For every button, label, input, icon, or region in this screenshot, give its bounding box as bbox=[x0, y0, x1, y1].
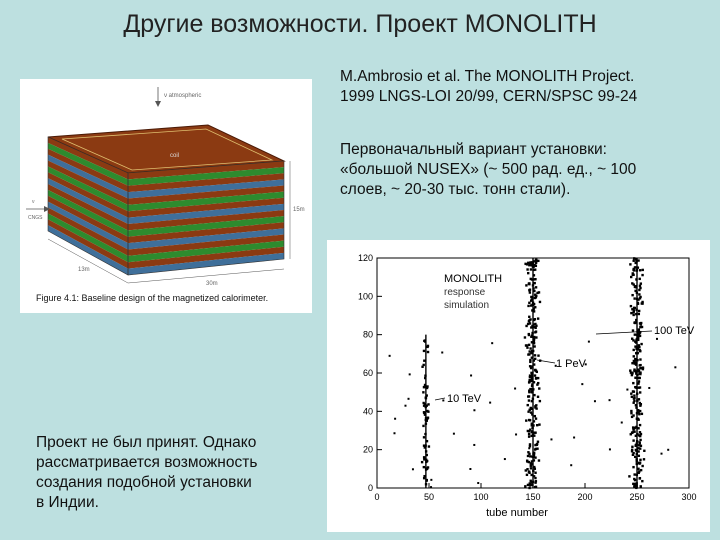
detector-svg bbox=[20, 79, 312, 313]
data-point bbox=[631, 374, 633, 376]
data-point bbox=[534, 327, 536, 329]
data-point bbox=[634, 358, 636, 360]
data-point bbox=[530, 278, 532, 280]
data-point bbox=[528, 350, 530, 352]
data-point bbox=[632, 439, 634, 441]
data-point bbox=[528, 419, 530, 421]
data-point bbox=[633, 355, 635, 357]
data-point bbox=[528, 379, 530, 381]
data-point bbox=[528, 487, 530, 489]
data-point bbox=[535, 330, 537, 332]
data-point bbox=[534, 415, 536, 417]
data-point bbox=[674, 366, 676, 368]
data-point bbox=[633, 478, 635, 480]
data-point bbox=[638, 293, 640, 295]
data-point bbox=[423, 350, 425, 352]
data-point bbox=[641, 302, 643, 304]
data-point bbox=[442, 399, 444, 401]
data-point bbox=[639, 358, 641, 360]
annotation-response: response bbox=[444, 287, 486, 298]
data-point bbox=[537, 354, 539, 356]
data-point bbox=[422, 364, 424, 366]
data-point bbox=[528, 319, 530, 321]
data-point bbox=[642, 366, 644, 368]
label-100tev: 100 TeV bbox=[654, 325, 695, 337]
data-point bbox=[441, 351, 443, 353]
data-point bbox=[573, 437, 575, 439]
data-point bbox=[631, 446, 633, 448]
data-point bbox=[526, 460, 528, 462]
data-point bbox=[632, 402, 634, 404]
y-tick-label: 60 bbox=[362, 368, 373, 378]
data-point bbox=[630, 305, 632, 307]
data-point bbox=[633, 473, 635, 475]
data-point bbox=[534, 456, 536, 458]
data-point bbox=[638, 470, 640, 472]
reference-text bbox=[340, 67, 710, 107]
figure-caption: Figure 4.1: Baseline design of the magnetized calorimeter. bbox=[36, 293, 269, 303]
note-line: создания подобной установки bbox=[36, 474, 252, 491]
data-point bbox=[535, 417, 537, 419]
data-point bbox=[609, 448, 611, 450]
data-point bbox=[539, 400, 541, 402]
data-point bbox=[530, 326, 532, 328]
data-point bbox=[537, 377, 539, 379]
detector-illustration bbox=[20, 79, 312, 313]
y-tick-label: 80 bbox=[362, 329, 373, 340]
data-point bbox=[533, 282, 535, 284]
data-point bbox=[528, 282, 530, 284]
data-point bbox=[526, 263, 528, 265]
data-point bbox=[631, 338, 633, 340]
data-point bbox=[423, 436, 425, 438]
svg-text:coil: coil bbox=[170, 153, 180, 159]
data-point bbox=[412, 468, 414, 470]
data-point bbox=[632, 260, 634, 262]
data-point bbox=[529, 261, 531, 263]
note-line: в Индии. bbox=[36, 494, 99, 511]
data-point bbox=[528, 381, 530, 383]
data-point bbox=[641, 274, 643, 276]
data-point bbox=[535, 486, 537, 488]
data-point bbox=[525, 419, 527, 421]
data-point bbox=[638, 380, 640, 382]
data-point bbox=[530, 296, 532, 298]
data-point bbox=[427, 466, 429, 468]
data-point bbox=[633, 307, 635, 309]
data-point bbox=[638, 386, 640, 388]
data-point bbox=[534, 405, 536, 407]
data-point bbox=[638, 462, 640, 464]
data-point bbox=[526, 268, 528, 270]
side-layers bbox=[128, 161, 284, 275]
data-point bbox=[633, 257, 635, 259]
data-point bbox=[409, 373, 411, 375]
data-point bbox=[534, 472, 536, 474]
data-point bbox=[639, 410, 641, 412]
data-point bbox=[633, 427, 635, 429]
data-point bbox=[581, 383, 583, 385]
svg-text:CNGS: CNGS bbox=[28, 215, 43, 221]
svg-text:30m: 30m bbox=[206, 281, 218, 287]
data-point bbox=[477, 482, 479, 484]
data-point bbox=[389, 355, 391, 357]
data-point bbox=[639, 403, 641, 405]
data-point bbox=[527, 410, 529, 412]
data-point bbox=[528, 289, 530, 291]
data-point bbox=[642, 269, 644, 271]
data-point bbox=[404, 405, 406, 407]
data-point bbox=[639, 372, 641, 374]
data-point bbox=[537, 317, 539, 319]
data-point bbox=[528, 447, 530, 449]
data-point bbox=[423, 404, 425, 406]
data-point bbox=[527, 323, 529, 325]
data-point bbox=[632, 272, 634, 274]
reference-line: 1999 LNGS-LOI 20/99, CERN/SPSC 99-24 bbox=[340, 88, 638, 105]
data-point bbox=[537, 441, 539, 443]
data-point bbox=[473, 444, 475, 446]
data-point bbox=[528, 302, 530, 304]
data-point bbox=[632, 466, 634, 468]
data-point bbox=[536, 447, 538, 449]
data-point bbox=[526, 346, 528, 348]
data-point bbox=[423, 359, 425, 361]
data-point bbox=[630, 410, 632, 412]
description-line: слоев, ~ 20-30 тыс. тонн стали). bbox=[340, 181, 571, 198]
data-point bbox=[491, 342, 493, 344]
data-point bbox=[537, 396, 539, 398]
data-point bbox=[638, 332, 640, 334]
data-point bbox=[634, 456, 636, 458]
data-point bbox=[528, 334, 530, 336]
data-point bbox=[529, 361, 531, 363]
data-point bbox=[536, 424, 538, 426]
svg-text:ν atmospheric: ν atmospheric bbox=[164, 93, 202, 99]
data-point bbox=[633, 394, 635, 396]
data-point bbox=[639, 447, 641, 449]
data-point bbox=[538, 423, 540, 425]
y-tick-label: 120 bbox=[357, 253, 373, 263]
data-point bbox=[639, 424, 641, 426]
data-point bbox=[550, 438, 552, 440]
data-point bbox=[529, 455, 531, 457]
data-point bbox=[633, 397, 635, 399]
description-line: Первоначальный вариант установки: bbox=[340, 141, 607, 158]
data-point bbox=[428, 445, 430, 447]
data-point bbox=[423, 456, 425, 458]
data-point bbox=[639, 297, 641, 299]
data-point bbox=[527, 305, 529, 307]
data-point bbox=[535, 286, 537, 288]
data-point bbox=[631, 449, 633, 451]
data-point bbox=[524, 485, 526, 487]
data-point bbox=[530, 465, 532, 467]
data-point bbox=[469, 468, 471, 470]
data-point bbox=[527, 404, 529, 406]
data-point bbox=[534, 374, 536, 376]
data-point bbox=[639, 459, 641, 461]
data-point bbox=[661, 453, 663, 455]
data-point bbox=[538, 459, 540, 461]
data-point bbox=[538, 387, 540, 389]
data-point bbox=[529, 347, 531, 349]
x-tick-label: 50 bbox=[423, 492, 435, 502]
data-point bbox=[534, 481, 536, 483]
data-point bbox=[609, 399, 611, 401]
data-point bbox=[528, 391, 530, 393]
x-tick-label: 0 bbox=[374, 492, 380, 502]
data-point bbox=[528, 264, 530, 266]
data-point bbox=[628, 475, 630, 477]
data-point bbox=[640, 485, 642, 487]
data-point bbox=[527, 455, 529, 457]
label-1pev: 1 PeV bbox=[556, 358, 586, 370]
data-point bbox=[639, 477, 641, 479]
data-point bbox=[453, 433, 455, 435]
data-point bbox=[525, 344, 527, 346]
data-point bbox=[528, 316, 530, 318]
data-point bbox=[536, 383, 538, 385]
data-point bbox=[534, 306, 536, 308]
y-tick-label: 0 bbox=[367, 483, 373, 493]
data-point bbox=[534, 369, 536, 371]
data-point bbox=[633, 349, 635, 351]
data-point bbox=[634, 386, 636, 388]
data-point bbox=[639, 350, 641, 352]
data-point bbox=[533, 431, 535, 433]
data-point bbox=[538, 291, 540, 293]
data-point bbox=[641, 413, 643, 415]
data-point bbox=[525, 284, 527, 286]
data-point bbox=[632, 314, 634, 316]
data-point bbox=[640, 282, 642, 284]
data-point bbox=[527, 451, 529, 453]
data-point bbox=[641, 465, 643, 467]
data-point bbox=[648, 387, 650, 389]
data-point bbox=[641, 480, 643, 482]
data-point bbox=[638, 289, 640, 291]
data-point bbox=[639, 439, 641, 441]
data-point bbox=[639, 435, 641, 437]
data-point bbox=[470, 374, 472, 376]
y-tick-label: 20 bbox=[362, 444, 373, 455]
y-tick-label: 40 bbox=[362, 406, 373, 417]
data-point bbox=[632, 414, 634, 416]
data-point bbox=[633, 283, 635, 285]
data-point bbox=[515, 433, 517, 435]
data-point bbox=[528, 472, 530, 474]
svg-text:13m: 13m bbox=[78, 267, 90, 273]
x-tick-label: 200 bbox=[577, 492, 593, 502]
data-point bbox=[426, 346, 428, 348]
data-point bbox=[638, 310, 640, 312]
data-point bbox=[504, 458, 506, 460]
data-point bbox=[524, 336, 526, 338]
data-point bbox=[638, 444, 640, 446]
data-point bbox=[626, 389, 628, 391]
data-point bbox=[430, 486, 432, 488]
svg-text:15m: 15m bbox=[293, 207, 305, 213]
data-point bbox=[535, 295, 537, 297]
data-point bbox=[640, 445, 642, 447]
data-point bbox=[528, 430, 530, 432]
data-point bbox=[534, 354, 536, 356]
data-point bbox=[422, 402, 424, 404]
data-point bbox=[528, 433, 530, 435]
data-point bbox=[530, 480, 532, 482]
data-point bbox=[529, 374, 531, 376]
svg-text:ν: ν bbox=[32, 199, 35, 205]
data-point bbox=[528, 344, 530, 346]
data-point bbox=[393, 432, 395, 434]
data-point bbox=[530, 467, 532, 469]
data-point bbox=[527, 353, 529, 355]
data-point bbox=[643, 458, 645, 460]
data-point bbox=[530, 484, 532, 486]
data-point bbox=[630, 276, 632, 278]
data-point bbox=[621, 422, 623, 424]
data-point bbox=[667, 449, 669, 451]
data-point bbox=[630, 371, 632, 373]
annotation-title: MONOLITH bbox=[444, 273, 503, 285]
data-point bbox=[629, 263, 631, 265]
data-point bbox=[570, 464, 572, 466]
scatter-plot-svg bbox=[327, 240, 710, 532]
data-point bbox=[638, 328, 640, 330]
data-point bbox=[631, 396, 633, 398]
data-point bbox=[530, 268, 532, 270]
data-point bbox=[640, 367, 642, 369]
data-point bbox=[535, 444, 537, 446]
data-point bbox=[631, 294, 633, 296]
data-point bbox=[528, 435, 530, 437]
data-point bbox=[422, 391, 424, 393]
slide-title: Другие возможности. Проект MONOLITH bbox=[123, 10, 597, 38]
data-point bbox=[473, 409, 475, 411]
data-point bbox=[641, 326, 643, 328]
data-point bbox=[528, 395, 530, 397]
x-tick-label: 150 bbox=[525, 492, 541, 502]
data-point bbox=[529, 445, 531, 447]
description-line: «большой NUSEX» (~ 500 рад. ед., ~ 100 bbox=[340, 161, 637, 178]
data-point bbox=[632, 382, 634, 384]
description-text bbox=[340, 140, 705, 200]
data-point bbox=[535, 259, 537, 261]
data-point bbox=[534, 468, 536, 470]
data-point bbox=[634, 333, 636, 335]
data-point bbox=[630, 412, 632, 414]
data-point bbox=[528, 399, 530, 401]
data-point bbox=[634, 370, 636, 372]
data-point bbox=[533, 345, 535, 347]
data-point bbox=[639, 278, 641, 280]
note-line: Проект не был принят. Однако bbox=[36, 434, 257, 451]
data-point bbox=[633, 297, 635, 299]
data-point bbox=[639, 391, 641, 393]
x-axis-label: tube number bbox=[486, 507, 548, 519]
reference-line: M.Ambrosio et al. The MONOLITH Project. bbox=[340, 68, 635, 85]
data-point bbox=[408, 398, 410, 400]
data-point bbox=[529, 291, 531, 293]
data-point bbox=[394, 418, 396, 420]
data-point bbox=[527, 272, 529, 274]
x-tick-label: 300 bbox=[681, 492, 697, 502]
data-point bbox=[430, 479, 432, 481]
data-point bbox=[529, 365, 531, 367]
data-point bbox=[643, 450, 645, 452]
monolith-response-chart bbox=[327, 240, 710, 532]
annotation-simulation: simulation bbox=[444, 300, 490, 311]
data-point bbox=[535, 336, 537, 338]
data-point bbox=[630, 312, 632, 314]
data-point bbox=[640, 343, 642, 345]
data-point bbox=[640, 322, 642, 324]
x-tick-label: 100 bbox=[473, 492, 489, 502]
label-10tev: 10 TeV bbox=[447, 393, 482, 405]
data-point bbox=[539, 301, 541, 303]
data-point bbox=[656, 338, 658, 340]
data-point bbox=[639, 364, 641, 366]
data-point bbox=[632, 269, 634, 271]
data-point bbox=[526, 474, 528, 476]
data-point bbox=[525, 469, 527, 471]
data-point bbox=[633, 483, 635, 485]
x-tick-label: 250 bbox=[629, 492, 645, 502]
data-point bbox=[632, 452, 634, 454]
data-point bbox=[421, 461, 423, 463]
y-tick-label: 100 bbox=[357, 291, 373, 302]
data-point bbox=[514, 388, 516, 390]
data-point bbox=[632, 311, 634, 313]
data-point bbox=[588, 341, 590, 343]
data-point bbox=[638, 313, 640, 315]
data-point bbox=[489, 402, 491, 404]
data-point bbox=[638, 455, 640, 457]
data-point bbox=[633, 390, 635, 392]
data-point bbox=[638, 346, 640, 348]
data-point bbox=[630, 392, 632, 394]
data-point bbox=[534, 477, 536, 479]
data-point bbox=[423, 466, 425, 468]
data-point bbox=[422, 425, 424, 427]
data-point bbox=[427, 351, 429, 353]
data-point bbox=[632, 329, 634, 331]
data-point bbox=[639, 269, 641, 271]
note-line: рассматривается возможность bbox=[36, 454, 258, 471]
data-point bbox=[594, 400, 596, 402]
data-point bbox=[427, 403, 429, 405]
note-text bbox=[36, 433, 296, 513]
data-point bbox=[639, 285, 641, 287]
data-point bbox=[631, 431, 633, 433]
